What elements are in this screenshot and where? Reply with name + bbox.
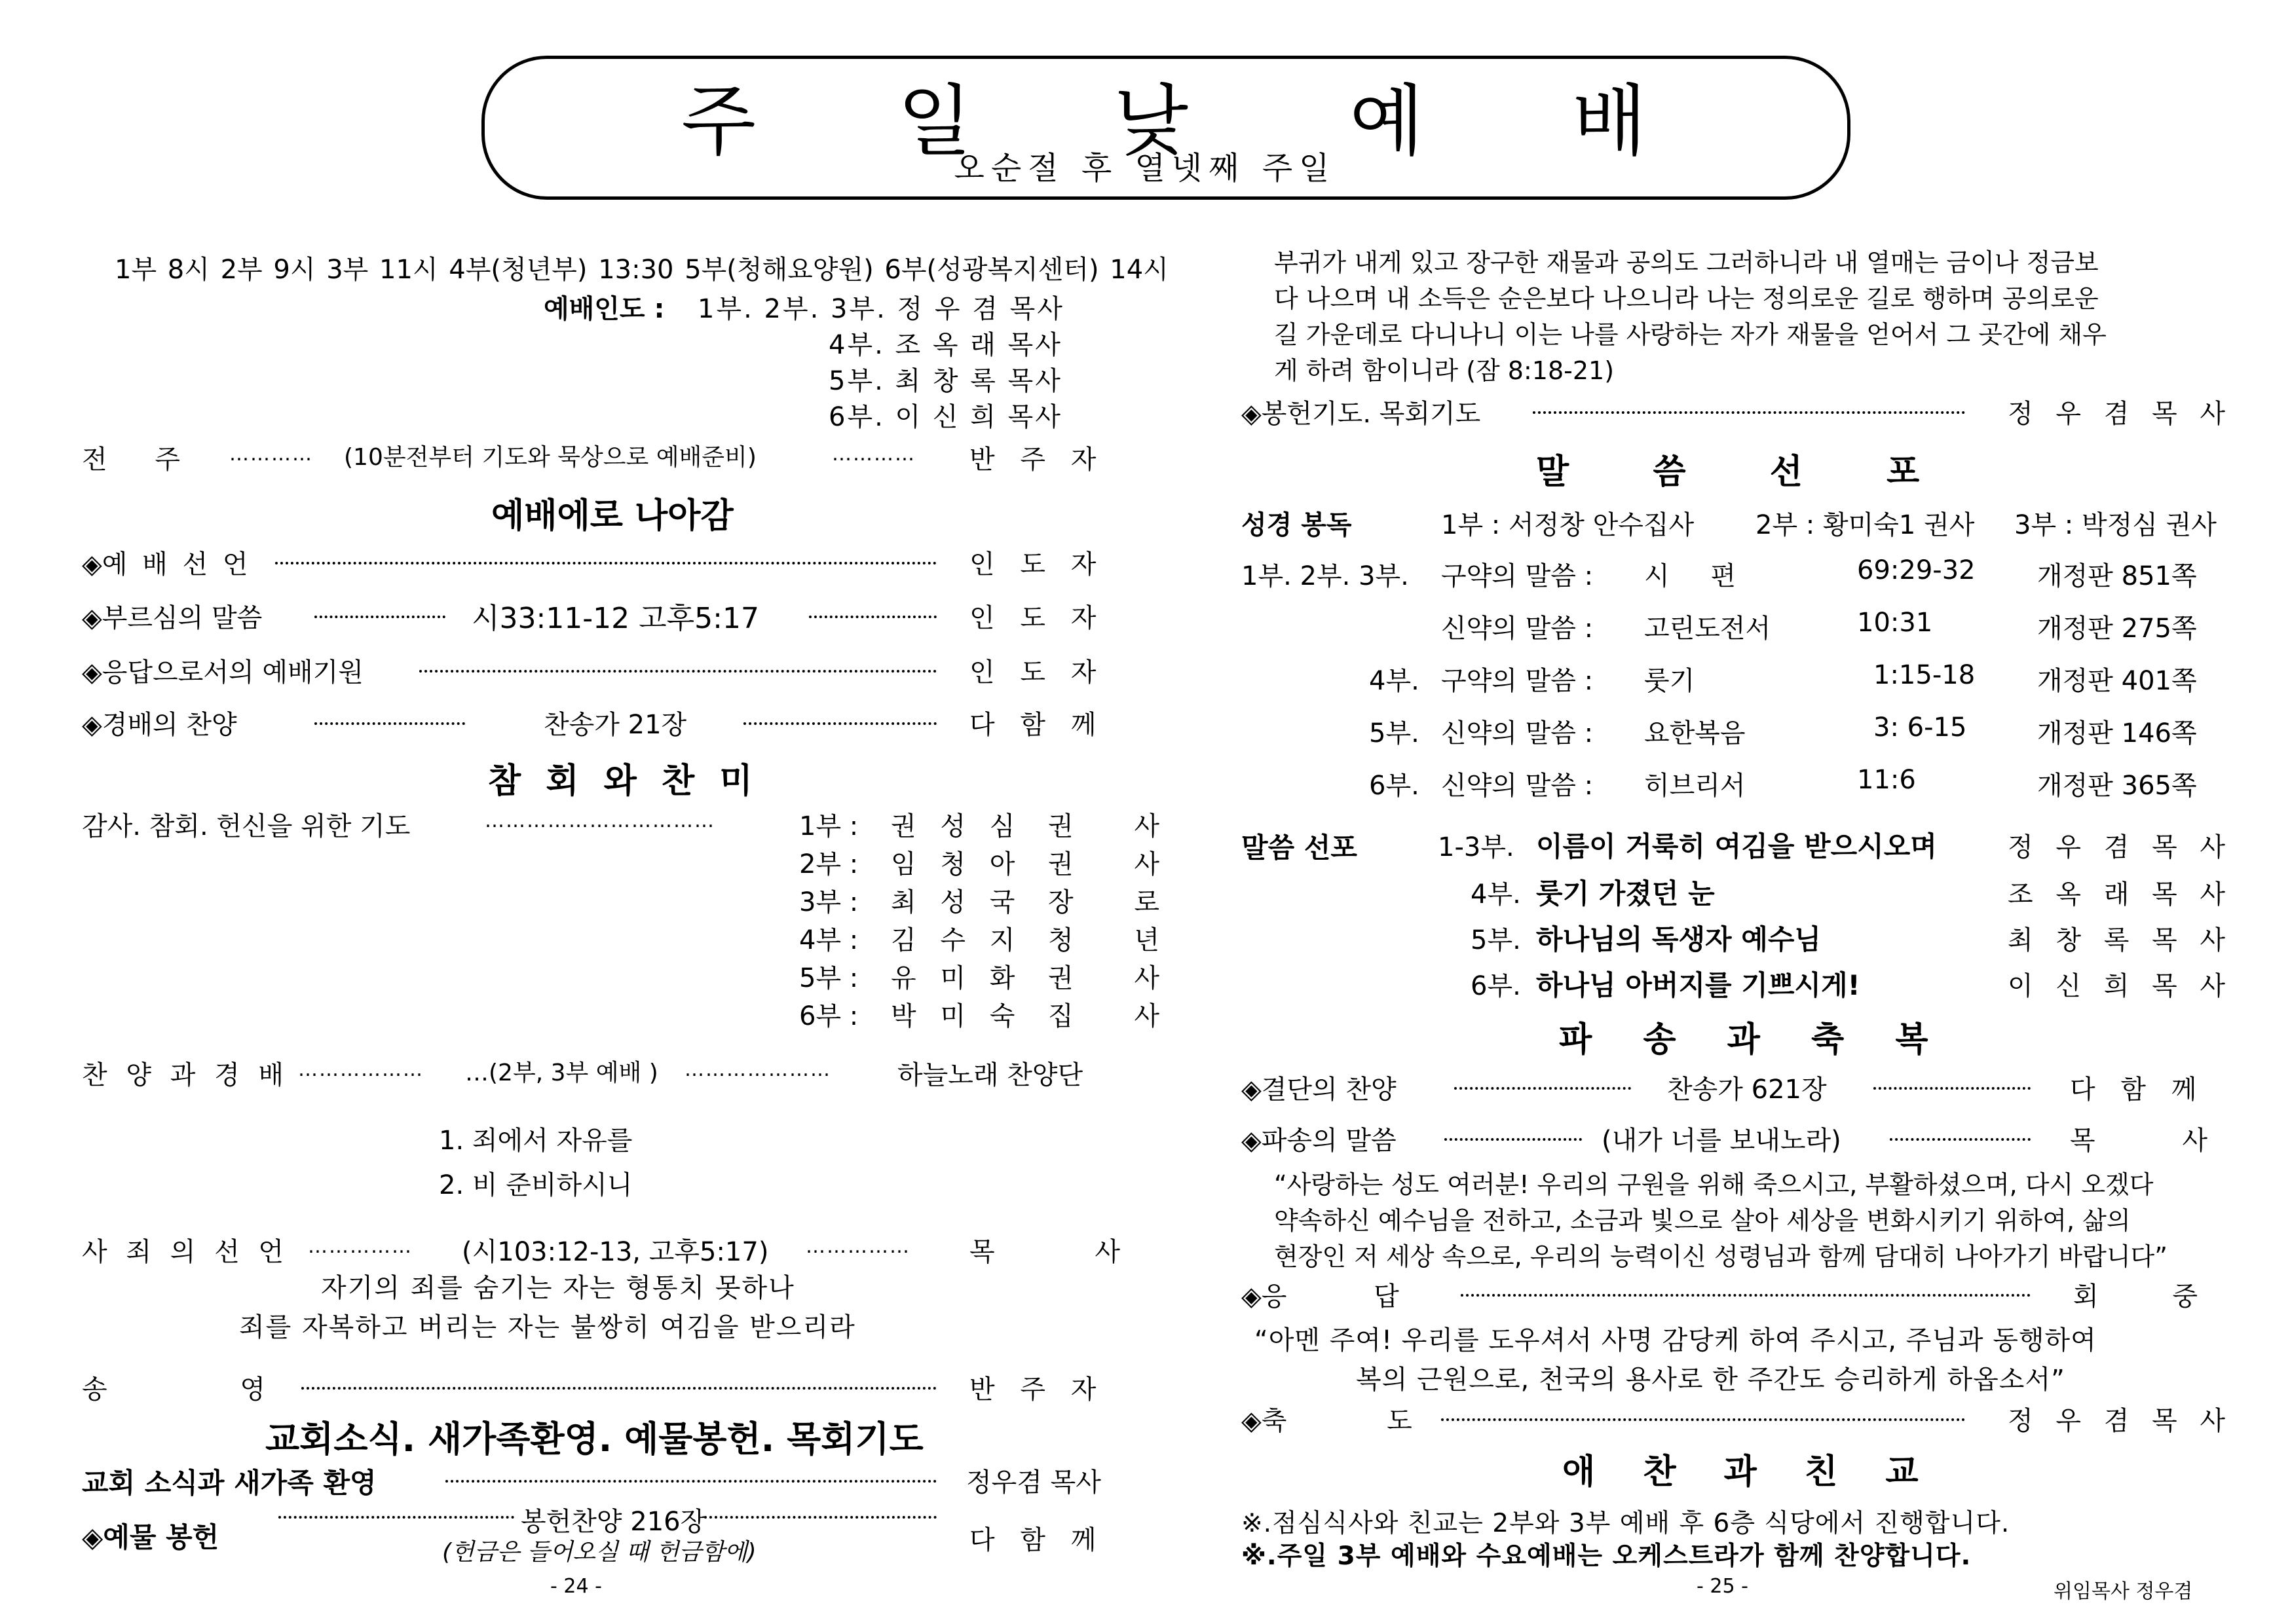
absolution-reference: (시103:12-13, 고후5:17) [462,1237,769,1267]
reading-book: 히브리서 [1644,771,1746,801]
prayer-name: 유 미 화 [891,963,1023,993]
reading-page: 개정판 146쪽 [2037,718,2197,748]
dot-leader [1890,1138,2031,1141]
prayer-title: 권 사 [1048,849,1159,879]
section-heading: 애 찬 과 친 교 [1562,1452,1919,1492]
title-char-4: 예 [1349,76,1424,166]
blessing-label: ◈축 도 [1241,1406,1412,1436]
song-title: 1. 죄에서 자유를 [439,1126,633,1156]
dot-leader [1461,1294,2031,1297]
prayer-part: 1부 : [799,811,859,841]
liturgy-item-label: ◈부르심의 말씀 [82,603,263,633]
sermon-part: 6부. [1471,971,1521,1001]
prayer-title: 청 년 [1048,925,1159,955]
reading-type: 구약의 말씀 : [1441,561,1594,591]
blessing-role: 정 우 겸 목 사 [2008,1406,2226,1436]
dot-leader [704,1516,937,1519]
service-times: 1부 8시 2부 9시 3부 11시 4부(청년부) 13:30 5부(청해요양원) 6부(성광복지센터) 14시 [115,255,1169,285]
section-heading: 예배에로 나아감 [491,496,734,536]
verse-line: 죄를 자복하고 버리는 자는 불쌍히 여김을 받으리라 [239,1312,856,1342]
offering-label: ◈예물 봉헌 [82,1521,219,1553]
closing-hymn: 찬송가 621장 [1667,1075,1827,1105]
news-role: 정우겸 목사 [966,1467,1101,1498]
liturgy-item-reference: 시33:11-12 고후5:17 [472,602,759,635]
dot-leader [1454,1087,1631,1090]
liturgy-item-label: ◈예 배 선 언 [82,549,248,580]
leader-row: 6부. 이 신 희 목사 [829,402,1062,432]
reading-part: 1부. 2부. 3부. [1241,561,1409,591]
verse-line: 자기의 죄를 숨기는 자는 형통치 못하나 [321,1273,795,1303]
scripture-line: 길 가운데로 다니나니 이는 나를 사랑하는 자가 재물을 얻어서 그 곳간에 채우 [1274,320,2107,349]
dot-leader: ……………… [298,1058,424,1081]
reading-label: 성경 봉독 [1241,510,1352,540]
dot-leader [809,616,937,618]
sermon-title: 하나님 아버지를 기쁘시게! [1536,969,1860,1001]
notice-line: ※.주일 3부 예배와 수요예배는 오케스트라가 함께 찬양합니다. [1241,1541,1972,1571]
prelude-label: 전 주 [82,445,180,475]
closing-hymn-role: 다 함 께 [2070,1075,2197,1105]
notice-line: ※.점심식사와 친교는 2부와 3부 예배 후 6층 식당에서 진행합니다. [1241,1509,2010,1538]
leader-row: 1부. 2부. 3부. 정 우 겸 목사 [698,294,1064,324]
reading-ref: 3: 6-15 [1873,712,1967,743]
praise-role: 하늘노래 찬양단 [897,1060,1083,1090]
prelude-role: 반 주 자 [969,445,1097,475]
dot-leader [1873,1087,2031,1090]
sermon-part: 4부. [1471,879,1521,910]
liturgy-item-role: 인 도 자 [969,603,1097,633]
section-heading: 참 회 와 찬 미 [488,762,753,801]
reading-page: 개정판 851쪽 [2037,561,2197,591]
reading-ref: 1:15-18 [1873,660,1976,690]
prayer-title: 권 사 [1048,811,1159,841]
reading-part: 6부. [1369,771,1419,801]
sending-text-line: 현장인 저 세상 속으로, 우리의 능력이신 성령님과 함께 담대히 나아가기 바랍니다” [1274,1242,2168,1271]
sermon-pastor: 정 우 겸 목 사 [2008,832,2226,862]
reading-type: 신약의 말씀 : [1441,614,1594,644]
absolution-role: 목 사 [969,1237,1120,1267]
dot-leader [301,1387,937,1390]
liturgy-item-role: 인 도 자 [969,657,1097,688]
reading-type: 구약의 말씀 : [1441,666,1594,696]
footer-signature: 위임목사 정우겸 [2054,1580,2193,1603]
section-heading: 교회소식. 새가족환영. 예물봉헌. 목회기도 [265,1418,924,1460]
section-heading: 말 씀 선 포 [1536,452,1920,492]
prayer-part: 4부 : [799,925,859,955]
page-number: - 25 - [1697,1575,1748,1598]
dot-leader [1441,1418,1965,1421]
offering-prayer-label: ◈봉헌기도. 목회기도 [1241,399,1481,429]
leader-row: 5부. 최 창 록 목사 [829,366,1062,396]
praise-note: …(2부, 3부 예배 ) [465,1060,658,1086]
dot-leader [1533,411,1965,414]
doxology-label: 송 영 [82,1375,265,1405]
reader: 1부 : 서정창 안수집사 [1441,510,1695,540]
sending-role: 목 사 [2070,1126,2207,1156]
sermon-label: 말씀 선포 [1241,832,1357,864]
dot-leader: ………… [832,443,916,466]
scripture-line: 부귀가 내게 있고 장구한 재물과 공의도 그러하니라 내 열매는 금이나 정금보 [1274,248,2099,277]
dot-leader: …………… [308,1235,413,1258]
banner-subtitle: 오순절 후 열넷째 주일 [954,150,1336,187]
prayer-name: 김 수 지 [891,925,1023,955]
prayer-part: 3부 : [799,887,859,917]
response-text-line: 복의 근원으로, 천국의 용사로 한 주간도 승리하게 하옵소서” [1356,1365,2065,1395]
reading-part: 5부. [1369,718,1419,748]
sermon-title: 하나님의 독생자 예수님 [1536,923,1821,955]
sermon-pastor: 최 창 록 목 사 [2008,925,2226,955]
closing-hymn-label: ◈결단의 찬양 [1241,1075,1397,1105]
song-title: 2. 비 준비하시니 [439,1170,633,1200]
offering-prayer-role: 정 우 겸 목 사 [2008,399,2226,429]
sending-text-line: “사랑하는 성도 여러분! 우리의 구원을 위해 죽으시고, 부활하셨으며, 다시 오겠다 [1274,1170,2154,1199]
prayer-part: 2부 : [799,849,859,879]
absolution-label: 사 죄 의 선 언 [82,1237,284,1267]
dot-leader [419,670,937,673]
dot-leader [445,1480,937,1483]
reading-book: 고린도전서 [1644,614,1771,644]
sermon-pastor: 이 신 희 목 사 [2008,971,2226,1001]
reader: 3부 : 박정심 권사 [2014,510,2217,540]
sermon-pastor: 조 옥 래 목 사 [2008,879,2226,910]
reading-type: 신약의 말씀 : [1441,771,1594,801]
page-number: - 24 - [550,1575,602,1598]
offering-role: 다 함 께 [969,1525,1097,1555]
reading-ref: 69:29-32 [1857,555,1976,585]
offering-hymn: 봉헌찬양 216장 [521,1507,706,1537]
title-char-5: 배 [1572,76,1647,166]
prayer-part: 6부 : [799,1001,859,1031]
prayer-name: 권 성 심 [891,811,1023,841]
section-heading: 파 송 과 축 복 [1559,1020,1928,1060]
dot-leader [314,722,465,725]
dot-leader [314,616,445,618]
reading-page: 개정판 365쪽 [2037,771,2197,801]
reading-book: 요한복음 [1644,718,1746,748]
prelude-note: (10분전부터 기도와 묵상으로 예배준비) [344,444,757,471]
dot-leader: ………… [229,443,313,466]
news-label: 교회 소식과 새가족 환영 [82,1467,377,1499]
prayer-name: 최 성 국 [891,887,1023,917]
dot-leader: ………………… [685,1058,831,1081]
prayer-title: 권 사 [1048,963,1159,993]
title-char-1: 주 [681,76,756,166]
response-label: ◈응 답 [1241,1282,1399,1312]
reading-book: 룻기 [1644,666,1695,696]
dot-leader [743,722,937,725]
scripture-line: 게 하려 함이니라 (잠 8:18-21) [1274,356,1615,385]
title-char-3: 낮 [1114,76,1188,166]
prayer-name: 박 미 숙 [891,1001,1023,1031]
reader: 2부 : 황미숙1 권사 [1755,510,1975,540]
sermon-title: 이름이 거룩히 여김을 받으시오며 [1536,830,1937,862]
reading-book: 시 편 [1644,561,1736,591]
reading-page: 개정판 275쪽 [2037,614,2197,644]
praise-label: 찬 양 과 경 배 [82,1060,284,1090]
liturgy-item-role: 다 함 께 [969,710,1097,740]
prayer-label: 감사. 참회. 헌신을 위한 기도 [82,811,411,841]
doxology-role: 반 주 자 [969,1375,1097,1405]
leaders-label: 예배인도 : [544,294,665,324]
sermon-part: 1-3부. [1438,832,1514,862]
dot-leader: …………… [806,1235,910,1258]
liturgy-item-label: ◈경배의 찬양 [82,710,237,740]
liturgy-item-role: 인 도 자 [969,549,1097,580]
prayer-title: 집 사 [1048,1001,1159,1031]
sending-text-line: 약속하신 예수님을 전하고, 소금과 빛으로 살아 세상을 변화시키기 위하여, 삶의 [1274,1206,2131,1235]
reading-part: 4부. [1369,666,1419,696]
prayer-name: 임 청 아 [891,849,1023,879]
leader-row: 4부. 조 옥 래 목사 [829,330,1062,360]
sending-note: (내가 너를 보내노라) [1602,1126,1841,1156]
sermon-title: 룻기 가졌던 눈 [1536,877,1715,910]
dot-leader [278,1516,514,1519]
liturgy-item-hymn: 찬송가 21장 [544,710,687,740]
sermon-part: 5부. [1471,925,1521,955]
liturgy-item-label: ◈응답으로서의 예배기원 [82,657,364,688]
title-char-2: 일 [897,76,972,166]
prayer-part: 5부 : [799,963,859,993]
response-role: 회 중 [2073,1282,2198,1312]
offering-note: (헌금은 들어오실 때 헌금함에) [442,1539,757,1566]
dot-leader [275,562,937,564]
reading-type: 신약의 말씀 : [1441,718,1594,748]
reading-ref: 11:6 [1857,765,1916,795]
dot-leader: …………………………… [485,809,715,832]
sending-label: ◈파송의 말씀 [1241,1126,1397,1156]
scripture-line: 다 나으며 내 소득은 순은보다 나으니라 나는 정의로운 길로 행하며 공의로운 [1274,284,2099,313]
reading-page: 개정판 401쪽 [2037,666,2197,696]
response-text-line: “아멘 주여! 우리를 도우셔서 사명 감당케 하여 주시고, 주님과 동행하여 [1254,1325,2097,1356]
dot-leader [1444,1138,1582,1141]
prayer-title: 장 로 [1048,887,1159,917]
reading-ref: 10:31 [1857,608,1933,638]
